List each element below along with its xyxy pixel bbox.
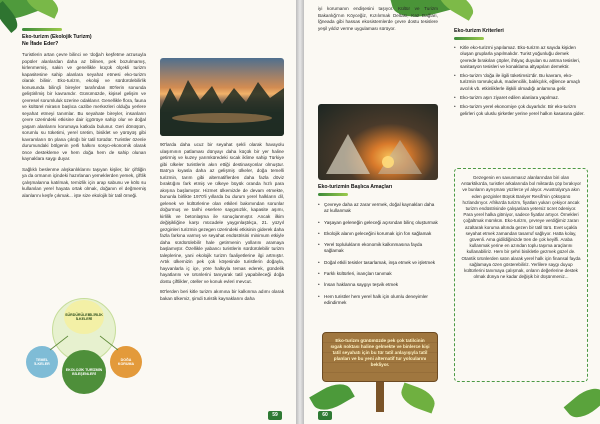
aim-item: • Doğal etkili tesisler tasarlamak, inşa etmek ve işletmek bbox=[318, 260, 438, 266]
aim-item: • Farklı kültürleri, inançları tanımak bbox=[318, 271, 438, 277]
page-number bbox=[318, 411, 332, 420]
campfire-photo bbox=[318, 104, 438, 180]
section-title bbox=[22, 34, 146, 48]
criteria-item: • Eko-turizm 'doğa ile ilgili tüketimsiz'dir. Bu kavram, eko-turizmin tomrukçuluk, madencilik, balıkçılık, eğlence amaçlı avcılık vb. etkinliklerle ilişkili olmadığı anlamına gelir. bbox=[454, 73, 586, 92]
diagram-arrows bbox=[20, 296, 148, 402]
aim-item: • Ekolojik alanın geleceğini korumak için fon sağlamak bbox=[318, 231, 438, 237]
paragraph: Turistlerin artan çevre bilinci ve 'doğal'ı keşfetme arzusuyla popüler alanlardan daha az bilinen, pek bozulmamış, kirlenmemiş, sakin ve genellikle küçük ölçekli turizm kapasitesine sahip alanlara seyahat etmesi eko-turizm olarak bilinir. Eko-turizm, ekoloji ve sürdürülebilirlik konusunda bilinçli bireyler tarafından 80'lerin sonunda geliştirilmiş bir kavramdır. Günümüzde, kişisel gelişim ve çevresel sorumluluk üzerine odaklanır. Genellikle flora, fauna ve kültürel mirasın başlıca cazibe merkezleri olduğu yerlere seyahat etmeyi tanımlar. Bu seyahate bireyler, insanların çevre üzerindeki etkisine dair içgörüye sahip olur ve doğal yaşam alanlarını korumaya katkıda bulunur. Geri dönüşüm, sorumlu su tüketimi, yerel üretim, bisiklet ve yürüyüş gibi kavramların ön plana çıktığı bir tatil türüdür. Turistler özenle durumundaki bölgenin yerli halkını sosyo-ekonomik olarak önce destekleme ve hem doğa hem de sahip olunan kaynaklara saygı duyar. bbox=[22, 52, 146, 161]
sign-text: Eko-turizm günümüzde pek çok tatilcinin sıgak noktası haline gelmekte ve binlerce kişi tatil seyahatı için bu tür tatil anlayışıyla tatil planları ve bu yeni alternatif tur yolcularını bekliyor. bbox=[330, 338, 430, 367]
aim-item: • Yerel toplulukların ekonomik kalkınmasına fayda sağlamak bbox=[318, 242, 438, 255]
section-divider bbox=[318, 193, 348, 196]
aim-item: • Yaşayan geleneğin geleceği açısından bilinç oluşturmak bbox=[318, 220, 438, 226]
tent-silhouette bbox=[318, 104, 438, 180]
section-divider bbox=[454, 37, 484, 40]
aim-item: • Hem turistler hem yerel halk için olumlu deneyimler edindirmek bbox=[318, 294, 438, 307]
page-number bbox=[268, 411, 282, 420]
paragraph: 90'larda daha ucuz bir seyahat şekli olarak havayolu ulaşımının patlaması dünyayı daha küçük bir yer haline getirmiş ve kuzey yarımküredeki sıcak iklime sahip Türkiye gibi ülkeler turistlerin akın ettiği destinasyonlar olmuştur. Batı'ya kıyasla daha az gelişmiş ülkeler, doğa temelli turizmin, tarım gibi alternatiflerden daha fazla döviz bıraktığını fark etmiş ve ülkeye büyük oranda hızlı para akışına başlamıştır. Hizmet ülkemizde de devam etmekte, bununla birlikte 1970'li yıllarda bu durum yerel halkların dil, gelenek ve kültürlerine olan etkileri bakımından sorunlar doğurmuş ve tarihi eserlere saygısızlık, kapasite aşımı, kirlilik ve betonlaşma ile sonuçlanmıştır. Ancak ilkim değişikliğine karşı mücadele yaygınlaştıkça, 21. yüzyıl gezginleri turizmin gezegen üzerindeki etkisinin giderek daha fazla farkına varmış ve seyahat endüstrisini minimum etkiyle daha sürdürülebilir hale getirmenin yollarını aramaya başlamıştır. Özellikle yabancı turistlerin sürdürülebilir turizm taleplerine, yani ekolojik turizm faaliyetlerine ilgi artmıştır. Artık ülkemizin pek çok köşesinde turistlerin doğayla, hayvanlarla iç içe, yöre halkıyla temas ederek, gündelik hayatlarını ve ürünlerini tanıyarak tatil yapabileceği doğa dostu çiftlikler, oteller ve konuk evleri mevcut. bbox=[160, 142, 284, 284]
right-page bbox=[304, 0, 600, 424]
book-gutter bbox=[296, 0, 304, 424]
paragraph: 80'lerden beri kitle turizm akımına bir kalkınma adımı olarak bakan ülkemiz, şimdi turistik kaynaklarını daha bbox=[160, 289, 284, 301]
leaf-decoration-icon bbox=[564, 382, 600, 424]
page-number-text: 60 bbox=[322, 412, 328, 418]
aim-item: • Çevreye daha az zarar vermek, doğal kaynakları daha az kullanmak bbox=[318, 202, 438, 215]
note-text: Gezegenin en savunmasız alanlarından biri olan Antarktika'da, turistler arkalarında bol miktarda çöp bırakıyor ve bunların ayrışması yüzlerce yıl alıyor. Avustralya'ya akın eden gezginler Büyük Bariyer Resifi'nin çöküşünü hızlandırıyor. Afrika'da turizm, fiyatları yukarı çekiyor ancak turizm endüstrisinde çalışanlara yetersiz ücret ödeniyor. Para yerel halka gitmiyor, sadece fiyatlar artıyor. Örnekleri çoğaltmak mümkün. Eko-turizm, çevreye verdiğimiz zararı azaltarak koruma altında gezen bir tatil türü. Evet uçakla seyahat etmek zamandan tasarruf sağlıyor. Hatta kolay, güvenli. Ama gidildiğinizde tren de çok keyifli. Araba kullanmak yerine en azından toplu taşıma araçlarını kullanabiliriz. Hem bir şehri bisikletle gezmek güzel de. Otantik ürünlerden satın alarak yerel halk için finansal fayda sağlamaya özen gösterebiliriz. Yerlilere saygı duyup kültürlerini tanımaya çalışmak, onların değerlerine destek olmak dünya ne kadar değişik bir düşünmeniz... bbox=[461, 175, 581, 280]
col1-text bbox=[22, 52, 146, 199]
aims-list bbox=[318, 202, 438, 306]
section-divider bbox=[22, 28, 62, 31]
diagram-left-label: TEMEL İLKELER bbox=[34, 357, 50, 366]
leaf-decoration-icon bbox=[398, 382, 439, 413]
criteria-list bbox=[454, 45, 586, 117]
criteria-item: • Eko-turizm aşırı ziyaret edilen alanlara yapılmaz. bbox=[454, 95, 586, 101]
leaf-decoration-icon bbox=[309, 377, 355, 416]
col2-text bbox=[160, 142, 284, 306]
diagram-center-label: EKOLOJİK TURİZMİN BİLEŞENLERİ bbox=[65, 367, 103, 376]
wooden-sign bbox=[322, 332, 438, 382]
criteria-item: • Kitle eko-turizmi yapılamaz. Eko-turizm az sayıda kişiden oluşan gruplarla yapılmalıdır. Turist yoğunluğu demek çevrede bırakılan çöpler, ihtiyaç duyulan su antma tesisleri, sanitasyon tesisleri ve konaklama altyapıları demektir. bbox=[454, 45, 586, 70]
diagram-top-label: SÜRDÜRÜLEBİLİRLİK İLKELERİ bbox=[65, 312, 103, 321]
section-title-line2: Ne İfade Eder? bbox=[22, 41, 59, 47]
forest-silhouette bbox=[160, 58, 284, 136]
page-number-text: 59 bbox=[272, 412, 278, 418]
criteria-item: • Eko-turizm yerel ekonomiye çok duyarlıdır. Bir eko-turizm gelirleri çok uluslu şirketler yerine yerel halkın kasasına gider. bbox=[454, 104, 586, 117]
diagram-right-label: DOĞA KORUMA bbox=[117, 357, 135, 366]
sign-post bbox=[376, 382, 384, 412]
info-note-box bbox=[454, 168, 588, 382]
left-page bbox=[0, 0, 296, 424]
lake-sunset-photo bbox=[160, 58, 284, 136]
criteria-title: Eko-turizm Kriterleri bbox=[454, 28, 504, 34]
aims-title: Eko-turizmin Başlıca Amaçları bbox=[318, 184, 393, 190]
ecotourism-diagram bbox=[20, 296, 148, 402]
aim-item: • İnsan haklarına saygıyı teşvik etmek bbox=[318, 282, 438, 288]
paragraph: Sağlıklı beslenme alışkanlıklarını taşıyan kişiler, bir çiftliğin ya da ormanın içindeki hazırlanan yemeklerden yemek, çiftlik çalışmalarına katılmak, temizlik için arap sabunu ve kölü su kullanılan yerel hayata ortak olmak, doğanın el değmemiş alanlarını keşfe çıkmak... işte size ekolojik bir tatil örneği. bbox=[22, 166, 146, 198]
section-title-line1: Eko-turizm (Ekolojik Turizm) bbox=[22, 34, 92, 40]
intro-paragraph: iyi korumanın endişesini taşıyor. Kültür ve Turizm Bakanlığı'nın Köyceğiz, Kızılırmak Deltası, Kaz Dağları, İğneada gibi hassas ekosistemlerde çevre dostu tesislere yeşil yıldız verme uygulaması sürüyor. bbox=[318, 6, 438, 31]
